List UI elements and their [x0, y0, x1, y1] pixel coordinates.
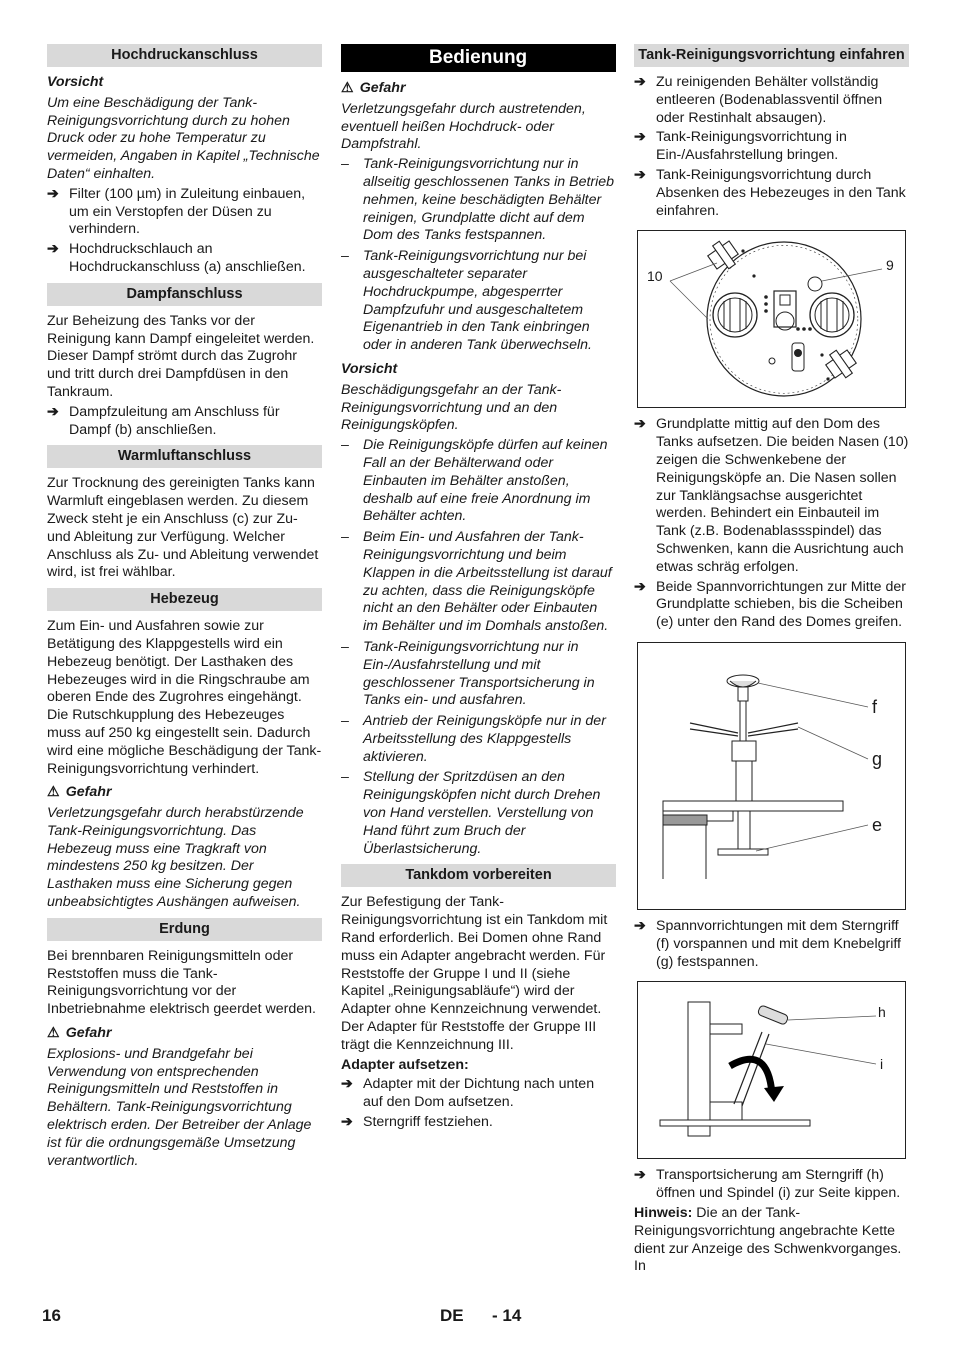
callout-e: e [872, 814, 883, 835]
arrow-right-icon: ➔ [341, 1076, 353, 1093]
arrow-right-icon: ➔ [634, 129, 646, 146]
section-heading-erdung: Erdung [47, 918, 322, 941]
figure-transport-safety [637, 981, 906, 1159]
paragraph: Zur Befestigung der Tank-Reinigungsvorrichtung ist ein Tankdom mit Rand erforderlich. Bei Domen ohne Rand muss ein Adapter angebracht werden. Für Reststoffe der Gruppe I und II (siehe Kapitel „Reinigungsabläufe“) wird der Adapter ohne Kennzeichnung verwendet. Der Adapter für Reststoffe der Gruppe III trägt die Kennzeichnung III. [341, 894, 608, 1053]
instruction-item: ➔ Spannvorrichtungen mit dem Sterngriff (f) vorspannen und mit dem Knebelgriff (g) festspannen. [634, 917, 901, 970]
caution-text: Beschädigungsgefahr an der Tank-Reinigungsvorrichtung und an den Reinigungsköpfen. [341, 381, 562, 434]
instruction-item: ➔ Zu reinigenden Behälter vollständig entleeren (Bodenablassventil öffnen oder Restinhalt absaugen). [634, 74, 883, 126]
note [634, 1205, 909, 1276]
instruction-item: ➔ Grundplatte mittig auf den Dom des Tanks aufsetzen. Die beiden Nasen (10) zeigen die Schwenkebene der Reinigungsköpfe an. Die Nasen sollen zur Tanklängsachse ausgerichtet werden. Behindert ein Einbauteil im Tank (z.B. Bodenablassspindel) das Schwenken, kann die Ausrichtung auch etwas schräg erfolgen. [634, 416, 909, 575]
danger-text: Verletzungsgefahr durch austretenden, eventuell heißen Hochdruck- oder Dampfstrahl. [341, 100, 586, 153]
arrow-right-icon: ➔ [634, 1167, 646, 1184]
danger-label: ⚠ Gefahr [47, 784, 112, 801]
list-item: – Tank-Reinigungsvorrichtung nur in allseitig geschlossenen Tanks in Betrieb nehmen, keine beschädigten Behälter reinigen, Grundplatte dicht auf dem Dom des Tanks festspannen. [341, 156, 615, 244]
section-heading-hebezeug: Hebezeug [47, 588, 322, 611]
list-item: – Antrieb der Reinigungsköpfe nur in der Arbeitsstellung des Klappgestells aktivieren. [341, 713, 606, 765]
warning-triangle-icon: ⚠ [47, 784, 60, 801]
paragraph: Zur Beheizung des Tanks vor der Reinigung kann Dampf eingeleitet werden. Dieser Dampf strömt durch das Zugrohr und tritt durch drei Dampfdüsen in den Tankraum. [47, 312, 315, 400]
arrow-right-icon: ➔ [47, 403, 59, 420]
instruction-item: ➔ Transportsicherung am Sterngriff (h) öffnen und Spindel (i) zur Seite kippen. [634, 1167, 901, 1202]
list-item: – Die Reinigungsköpfe dürfen auf keinen Fall an der Behälterwand oder Einbauten im Behälter anstoßen, deshalb auf eine freie Anordnung im Behälter achten. [341, 437, 608, 525]
callout-f: f [872, 696, 878, 717]
chapter-heading-bedienung: Bedienung [341, 44, 616, 72]
instruction-item: ➔ Dampfzuleitung am Anschluss für Dampf (b) anschließen. [47, 403, 280, 438]
instruction-item: ➔ Filter (100 µm) in Zuleitung einbauen, um ein Verstopfen der Düsen zu verhindern. [47, 185, 306, 238]
column-middle [341, 44, 616, 1134]
arrow-right-icon: ➔ [634, 166, 646, 183]
callout-h: h [878, 1004, 886, 1021]
figure-base-plate [637, 230, 906, 408]
paragraph: Zur Trocknung des gereinigten Tanks kann Warmluft eingeblasen werden. Zu diesem Zweck steht je ein Anschluss (c) zur Zu- und Ableitung zur Verfügung. Welcher Anschluss als Zu- und Ableitung verwendet wird, ist frei wählbar. [47, 475, 319, 581]
instruction-item: ➔ Sterngriff festziehen. [341, 1114, 493, 1131]
subheading-adapter: Adapter aufsetzen: [341, 1056, 469, 1073]
warning-triangle-icon: ⚠ [341, 80, 354, 96]
paragraph: Zum Ein- und Ausfahren sowie zur Betätigung des Klappgestells wird ein Hebezeug benötigt. Der Lasthaken des Hebezeuges wird in die Ringschraube am oberen Ende des Zugrohres eingehängt. Die Rutschkupplung des Hebezeuges muss auf 250 kg eingestellt sein. Dadurch wird eine mögliche Beschädigung der Tank-Reinigungsvorrichtung verhindert. [47, 618, 322, 777]
column-right [634, 44, 909, 1276]
instruction-item: ➔ Beide Spannvorrichtungen zur Mitte der Grundplatte schieben, bis die Scheiben (e) unter den Rand des Domes greifen. [634, 578, 906, 631]
arrow-right-icon: ➔ [341, 1114, 353, 1131]
section-heading-warmluftanschluss: Warmluftanschluss [47, 445, 322, 468]
warning-triangle-icon: ⚠ [47, 1025, 60, 1042]
paragraph: Bei brennbaren Reinigungsmitteln oder Reststoffen muss die Tank-Reinigungsvorrichtung vor der Inbetriebnahme elektrisch geerdet werden. [47, 947, 316, 1018]
arrow-right-icon: ➔ [634, 416, 646, 433]
list-item: – Tank-Reinigungsvorrichtung nur bei ausgeschalteter separater Hochdruckpumpe, abgesperrter Dampfzufuhr und ausgeschaltetem Eigenantrieb in den Tank einbringen oder in anderen Tank überwechseln. [341, 248, 592, 354]
section-heading-hochdruckanschluss: Hochdruckanschluss [47, 44, 322, 67]
list-item: – Tank-Reinigungsvorrichtung nur in Ein-/Ausfahrstellung und mit geschlossener Transportsicherung in Tanks ein- und ausfahren. [341, 638, 595, 709]
clamping-device-drawing [638, 643, 905, 909]
column-left [47, 44, 322, 1172]
callout-10: 10 [647, 268, 663, 285]
list-item: – Stellung der Spritzdüsen an den Reinigungsköpfen nicht durch Drehen von Hand verstellen. Verstellung von Hand führt zum Bruch der Überlastsicherung. [341, 769, 601, 857]
instruction-item: ➔ Tank-Reinigungsvorrichtung in Ein-/Ausfahrstellung bringen. [634, 129, 847, 164]
caution-label: Vorsicht [47, 74, 104, 90]
transport-safety-drawing [638, 982, 905, 1158]
callout-i: i [880, 1056, 884, 1073]
instruction-item: ➔ Hochdruckschlauch an Hochdruckanschluss (a) anschließen. [47, 241, 306, 275]
language-code: DE [440, 1306, 464, 1325]
section-heading-einfahren: Tank-Reinigungsvorrichtung einfahren [634, 44, 909, 67]
danger-text: Explosions- und Brandgefahr bei Verwendung von entsprechenden Reinigungsmitteln und Reststoffen in Behältern. Tank-Reinigungsvorrichtung elektrisch erden. Der Betreiber der Anlage ist für die ordnungsgemäße Umsetzung verantwortlich. [47, 1045, 312, 1169]
callout-9: 9 [886, 257, 894, 274]
figure-clamping-device [637, 642, 906, 910]
instruction-item: ➔ Tank-Reinigungsvorrichtung durch Absenken des Hebezeuges in den Tank einfahren. [634, 166, 906, 219]
arrow-right-icon: ➔ [634, 74, 646, 90]
caution-label: Vorsicht [341, 360, 398, 377]
page-number: 16 [42, 1306, 61, 1325]
arrow-right-icon: ➔ [634, 578, 646, 595]
arrow-right-icon: ➔ [47, 185, 59, 202]
danger-text: Verletzungsgefahr durch herabstürzende Tank-Reinigungsvorrichtung. Das Hebezeug muss eine Tragkraft von mindestens 250 kg besitzen. Der Lasthaken muss eine Sicherung gegen unbeabsichtigtes Aushängen aufweisen. [47, 805, 304, 911]
base-plate-drawing [638, 231, 905, 407]
arrow-right-icon: ➔ [47, 241, 59, 258]
instruction-item: ➔ Adapter mit der Dichtung nach unten auf den Dom aufsetzen. [341, 1076, 595, 1111]
list-item: – Beim Ein- und Ausfahren der Tank-Reinigungsvorrichtung und beim Klappen in die Arbeitsstellung ist darauf zu achten, dass die Reinigungsköpfe nicht an den Behälter oder Einbauten im Behälter und im Domhals anstoßen. [341, 529, 612, 635]
section-page-number: - 14 [492, 1306, 522, 1325]
note-text: Die an der Tank-Reinigungsvorrichtung angebrachte Kette dient zur Anzeige des Schwenkvorganges. In [634, 1204, 902, 1275]
danger-label: ⚠ Gefahr [47, 1025, 112, 1042]
section-heading-tankdom: Tankdom vorbereiten [341, 864, 616, 887]
arrow-right-icon: ➔ [634, 917, 646, 934]
callout-g: g [872, 748, 883, 769]
note-label: Hinweis: [634, 1204, 693, 1221]
section-heading-dampfanschluss: Dampfanschluss [47, 283, 322, 306]
caution-text: Um eine Beschädigung der Tank-Reinigungsvorrichtung durch zu hohen Druck oder zu hohe Temperatur zu vermeiden, Angaben in Kapitel „Technische Daten“ einhalten. [47, 94, 320, 182]
danger-label: ⚠ Gefahr [341, 80, 406, 96]
